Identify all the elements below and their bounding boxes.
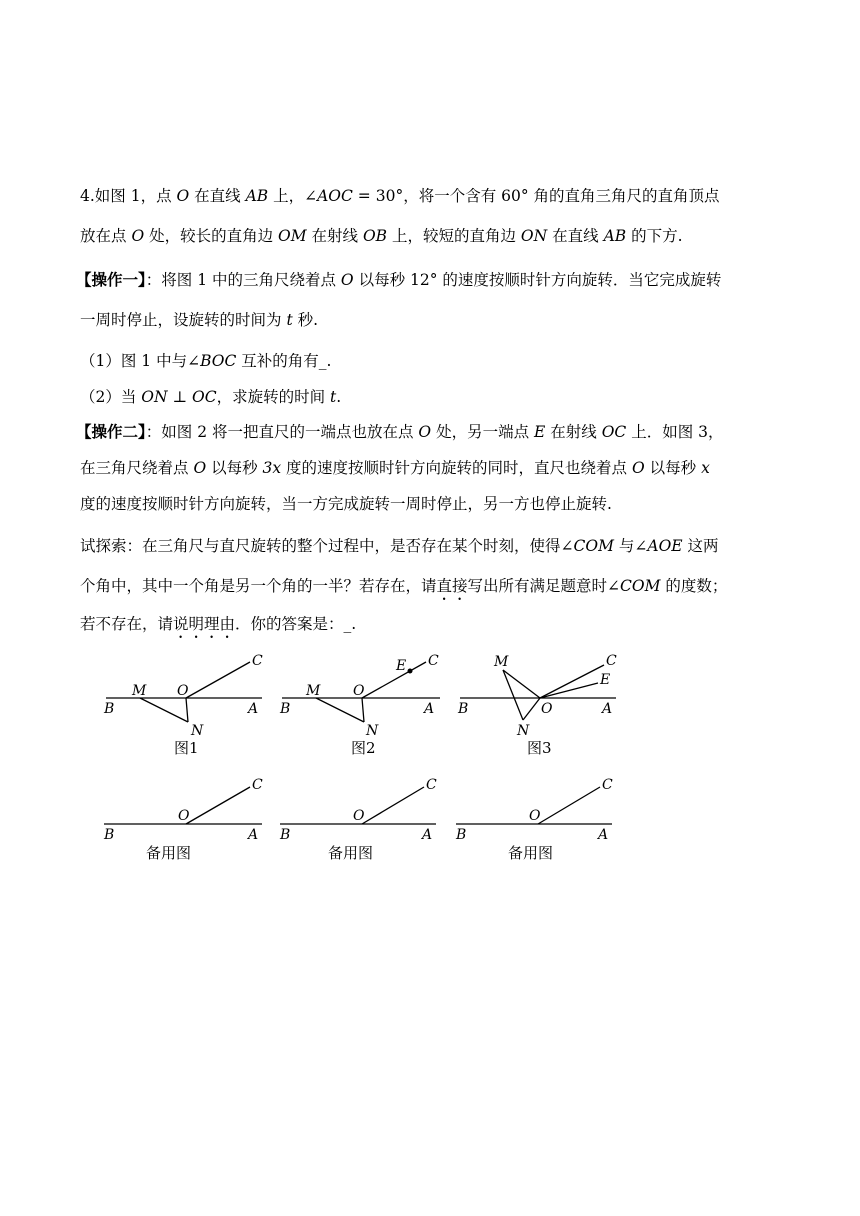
problem-number: 4.	[80, 187, 95, 205]
svg-text:E: E	[600, 672, 611, 688]
svg-text:E: E	[396, 658, 407, 674]
explore-line-1: 试探索：在三角尺与直尺旋转的整个过程中，是否存在某个时刻，使得∠COM 与∠AOE 这两	[80, 537, 719, 555]
caption-figure-3: 图3	[527, 739, 552, 757]
question-1: （1）图 1 中与∠BOC 互补的角有_.	[80, 352, 332, 370]
operation-one-tag: 【操作一】	[76, 270, 146, 289]
figure-1	[103, 653, 263, 757]
svg-text:C: C	[252, 653, 263, 669]
svg-text:M: M	[306, 683, 321, 699]
svg-text:O: O	[178, 808, 190, 824]
operation-one-line-1: 【操作一】：将图 1 中的三角尺绕着点 O 以每秒 12° 的速度按顺时针方向旋转．当它完成旋转	[76, 270, 722, 289]
emphasis-explain-reason: 说明理由	[173, 615, 236, 633]
svg-text:B: B	[104, 827, 115, 843]
svg-text:B: B	[104, 701, 115, 717]
caption-spare-3: 备用图	[508, 844, 554, 862]
svg-text:C: C	[606, 653, 617, 669]
svg-text:N: N	[517, 723, 530, 739]
svg-text:A: A	[424, 701, 435, 717]
svg-text:M: M	[132, 683, 147, 699]
figure-3	[457, 653, 617, 757]
caption-figure-2: 图2	[351, 739, 376, 757]
svg-text:A: A	[248, 701, 259, 717]
svg-text:O: O	[353, 808, 365, 824]
svg-text:O: O	[177, 683, 189, 699]
operation-two-line-2: 在三角尺绕着点 O 以每秒 3x 度的速度按顺时针方向旋转的同时，直尺也绕着点 O 以每秒 x	[80, 459, 710, 477]
problem-line-2: 放在点 O 处，较长的直角边 OM 在射线 OB 上，较短的直角边 ON 在直线 AB 的下方.	[80, 227, 683, 245]
point-e-dot	[408, 669, 413, 674]
caption-spare-1: 备用图	[146, 844, 192, 862]
svg-text:O: O	[541, 701, 553, 717]
svg-text:B: B	[456, 827, 467, 843]
caption-figure-1: 图1	[174, 739, 199, 757]
svg-text:C: C	[426, 777, 437, 793]
explore-line-2: 个角中，其中一个角是另一个角的一半？若存在，请直接写出所有满足题意时∠COM 的度数；	[80, 577, 728, 595]
svg-text:A: A	[598, 827, 609, 843]
figure-2	[279, 653, 440, 757]
svg-text:B: B	[280, 827, 291, 843]
emphasis-direct: 直接	[436, 577, 468, 595]
operation-two-tag: 【操作二】	[76, 422, 146, 441]
svg-text:N: N	[191, 723, 204, 739]
problem-line-1: 4.如图 1，点 O 在直线 AB 上，∠AOC = 30°，将一个含有 60° 角的直角三角尺的直角顶点	[80, 187, 720, 205]
svg-text:O: O	[353, 683, 365, 699]
spare-figure-1	[103, 777, 263, 862]
caption-spare-2: 备用图	[328, 844, 374, 862]
svg-text:A: A	[422, 827, 433, 843]
svg-text:O: O	[529, 808, 541, 824]
svg-text:B: B	[458, 701, 469, 717]
svg-text:M: M	[494, 654, 509, 670]
operation-two-line-1: 【操作二】：如图 2 将一把直尺的一端点也放在点 O 处，另一端点 E 在射线 OC 上．如图 3，	[76, 422, 724, 441]
explore-line-3: 若不存在，请说明理由．你的答案是：_.	[80, 615, 357, 633]
svg-text:N: N	[366, 723, 379, 739]
spare-figure-2	[279, 777, 437, 862]
svg-text:B: B	[280, 701, 291, 717]
svg-text:C: C	[428, 653, 439, 669]
svg-text:C: C	[252, 777, 263, 793]
spare-figure-3	[455, 777, 613, 862]
operation-one-line-2: 一周时停止，设旋转的时间为 t 秒.	[80, 311, 319, 329]
operation-two-line-3: 度的速度按顺时针方向旋转，当一方完成旋转一周时停止，另一方也停止旋转.	[80, 495, 612, 513]
svg-text:A: A	[602, 701, 613, 717]
question-2: （2）当 ON ⊥ OC，求旋转的时间 t.	[80, 388, 342, 406]
svg-text:C: C	[602, 777, 613, 793]
svg-text:A: A	[248, 827, 259, 843]
